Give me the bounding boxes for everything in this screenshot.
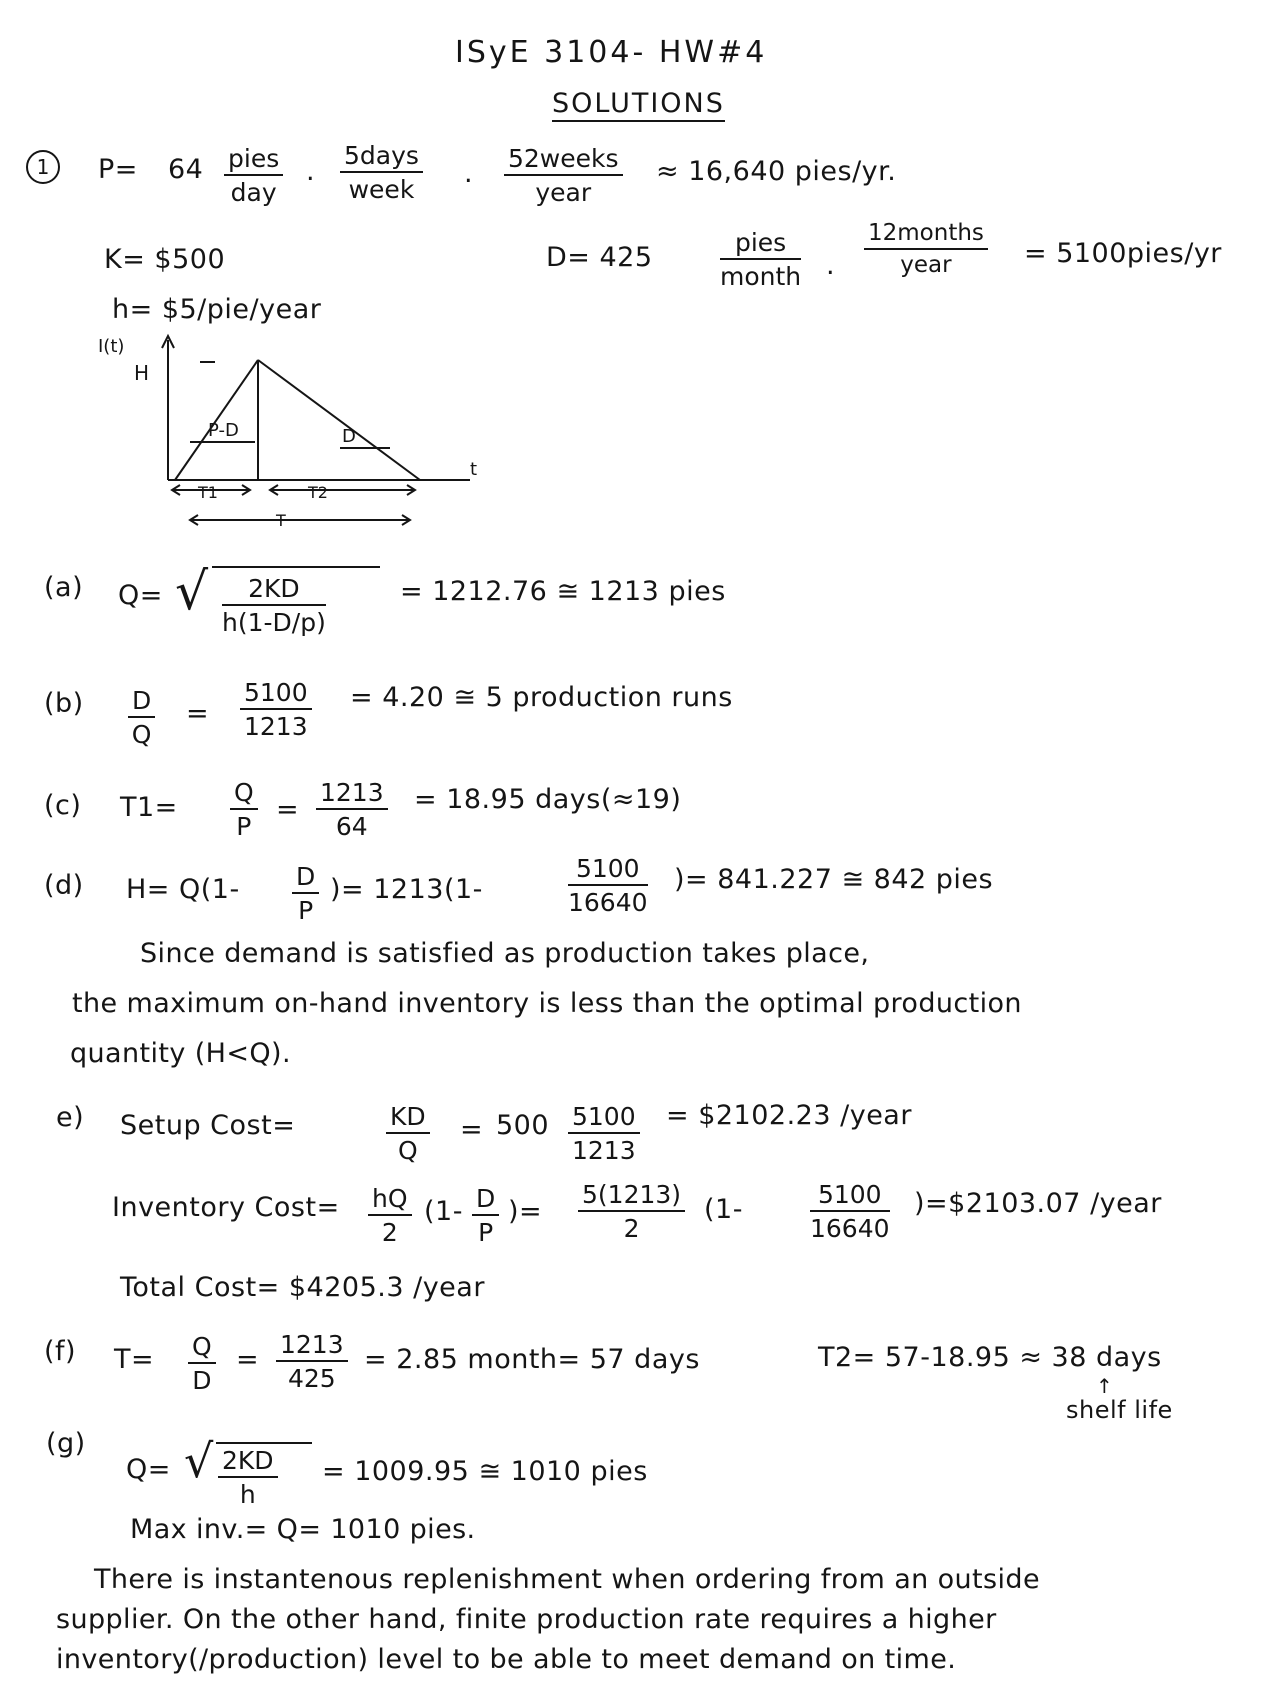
part-f-label: (f) [44, 1336, 77, 1367]
part-b-fraction-1 [128, 688, 155, 747]
total-cost: Total Cost= $4205.3 /year [120, 1272, 485, 1303]
inventory-cost-lhs: Inventory Cost= [112, 1192, 340, 1223]
part-f-t2: T2= 57-18.95 ≈ 38 days [818, 1342, 1162, 1373]
y-axis-label: I(t) [98, 336, 125, 357]
inv-fraction-4 [810, 1182, 890, 1241]
part-a-lhs: Q= [118, 580, 163, 611]
part-d-result: )= 841.227 ≅ 842 pies [674, 864, 994, 895]
setup-mid: 500 [496, 1110, 550, 1141]
part-f-fraction-1 [188, 1334, 216, 1393]
part-c-result: = 18.95 days(≈19) [414, 784, 682, 815]
setup-cost-lhs: Setup Cost= [120, 1110, 296, 1141]
part-g-fraction [218, 1448, 278, 1507]
setup-num-1: KD [386, 1104, 430, 1134]
setup-eq: = [460, 1114, 484, 1145]
part-a-fraction [222, 576, 326, 635]
part-g-text-2: supplier. On the other hand, finite production rate requires a higher [56, 1604, 997, 1635]
inventory-cost-result: )=$2103.07 /year [914, 1188, 1162, 1219]
k-value: K= $500 [104, 244, 226, 275]
inv-num-3: 5(1213) [578, 1182, 685, 1212]
inv-den-2: P [478, 1218, 494, 1247]
t-label: T [276, 511, 286, 530]
inv-mid-1: (1- [424, 1196, 463, 1227]
part-b-num-2: 5100 [240, 680, 312, 710]
inventory-diagram [80, 330, 520, 530]
months-num: 12months [864, 222, 988, 250]
part-g-lhs: Q= [126, 1454, 171, 1485]
weeks-den: year [535, 178, 592, 207]
inv-fraction-3 [578, 1182, 685, 1241]
t1-label: T1 [198, 483, 218, 502]
sqrt-sign-a: √ [175, 562, 209, 622]
part-c-lhs: T1= [120, 792, 178, 823]
part-b-label: (b) [44, 688, 84, 719]
inv-fraction-2 [472, 1186, 499, 1245]
part-f-den-2: 425 [287, 1364, 336, 1393]
p-unit-num: pies [224, 146, 283, 176]
d-unit-den: month [720, 262, 802, 291]
part-e-label: e) [56, 1102, 85, 1133]
t-axis-label: t [470, 459, 478, 480]
h-value: h= $5/pie/year [112, 294, 322, 325]
setup-cost-result: = $2102.23 /year [666, 1100, 912, 1131]
months-den: year [900, 252, 952, 278]
part-d-num-1: D [292, 864, 319, 894]
part-a-num: 2KD [222, 576, 326, 606]
part-d-text-1: Since demand is satisfied as production takes place, [140, 938, 870, 969]
part-b-den-2: 1213 [244, 712, 308, 741]
days-den: week [348, 175, 415, 204]
part-a-den: h(1-D/p) [222, 608, 326, 637]
inv-mid-2: )= [508, 1196, 543, 1227]
inv-den-1: 2 [381, 1218, 398, 1247]
days-num: 5days [340, 143, 423, 173]
inv-fraction-1 [368, 1186, 412, 1245]
part-d-lhs: H= Q(1- [126, 874, 240, 905]
part-d-mid: )= 1213(1- [330, 874, 483, 905]
part-c-fraction-1 [230, 780, 258, 839]
sqrt-bar-a [212, 566, 380, 568]
d-unit-fraction [720, 230, 801, 289]
p-result: ≈ 16,640 pies/yr. [656, 156, 897, 187]
weeks-fraction [504, 146, 623, 205]
part-d-text-3: quantity (H<Q). [70, 1038, 291, 1069]
setup-fraction-2 [568, 1104, 640, 1163]
part-b-eq: = [186, 698, 210, 729]
part-f-fraction-2 [276, 1332, 348, 1391]
inv-num-1: hQ [368, 1186, 412, 1216]
days-fraction [340, 143, 423, 202]
dot-1: . [306, 156, 316, 187]
rate-up-label: P-D [208, 420, 239, 441]
part-f-lhs: T= [114, 1344, 155, 1375]
part-g-max-inventory: Max inv.= Q= 1010 pies. [130, 1514, 476, 1545]
part-c-den-2: 64 [335, 812, 368, 841]
setup-den-1: Q [397, 1136, 418, 1165]
p-value: 64 [168, 154, 204, 185]
part-g-text-1: There is instantenous replenishment when ordering from an outside [94, 1564, 1040, 1595]
part-d-den-2: 16640 [568, 888, 648, 917]
p-lhs: P= [98, 154, 138, 185]
page-title: ISyE 3104- HW#4 [455, 35, 768, 70]
part-g-label: (g) [46, 1428, 86, 1459]
part-a-label: (a) [44, 572, 84, 603]
part-f-eq: = [236, 1344, 260, 1375]
part-f-num-2: 1213 [276, 1332, 348, 1362]
part-d-den-1: P [298, 896, 314, 925]
part-d-fraction-2 [568, 856, 648, 915]
inv-num-2: D [472, 1186, 499, 1216]
part-f-den-1: D [192, 1366, 212, 1395]
problem-number: 1 [26, 150, 60, 184]
part-d-label: (d) [44, 870, 84, 901]
weeks-num: 52weeks [504, 146, 623, 176]
part-b-fraction-2 [240, 680, 312, 739]
t2-label: T2 [308, 483, 328, 502]
up-arrow-icon: ↑ [1096, 1374, 1114, 1398]
part-b-result: = 4.20 ≅ 5 production runs [350, 682, 733, 713]
peak-label: H [134, 361, 150, 385]
part-d-fraction-1 [292, 864, 319, 923]
part-f-num-1: Q [188, 1334, 216, 1364]
part-c-den-1: P [236, 812, 252, 841]
part-d-num-2: 5100 [568, 856, 648, 886]
part-c-eq: = [276, 794, 300, 825]
part-a-result: = 1212.76 ≅ 1213 pies [400, 576, 726, 607]
inv-den-4: 16640 [810, 1214, 890, 1243]
part-g-den: h [239, 1480, 256, 1509]
page-subtitle: SOLUTIONS [552, 90, 725, 122]
p-unit-fraction [224, 146, 283, 205]
part-b-num-1: D [128, 688, 155, 718]
part-d-text-2: the maximum on-hand inventory is less than the optimal production [72, 988, 1022, 1019]
part-c-fraction-2 [316, 780, 388, 839]
dot-3: . [826, 250, 836, 281]
setup-fraction-1 [386, 1104, 430, 1163]
sqrt-bar-g [216, 1442, 312, 1444]
part-c-num-1: Q [230, 780, 258, 810]
d-result: = 5100pies/yr [1024, 238, 1222, 269]
d-unit-num: pies [720, 230, 801, 260]
shelf-life-note: shelf life [1066, 1396, 1173, 1424]
months-fraction [864, 222, 988, 277]
part-g-text-3: inventory(/production) level to be able to meet demand on time. [56, 1644, 957, 1675]
d-lhs: D= 425 [546, 242, 653, 273]
inv-num-4: 5100 [810, 1182, 890, 1212]
part-f-result: = 2.85 month= 57 days [364, 1344, 700, 1375]
rate-down-label: D [342, 426, 356, 447]
part-g-num: 2KD [218, 1448, 278, 1478]
part-b-den-1: Q [131, 720, 152, 749]
setup-den-2: 1213 [572, 1136, 636, 1165]
p-unit-den: day [230, 178, 277, 207]
inv-den-3: 2 [623, 1214, 640, 1243]
setup-num-2: 5100 [568, 1104, 640, 1134]
part-c-label: (c) [44, 790, 82, 821]
part-g-result: = 1009.95 ≅ 1010 pies [322, 1456, 648, 1487]
inv-mid-3: (1- [704, 1194, 743, 1225]
dot-2: . [464, 158, 474, 189]
part-c-num-2: 1213 [316, 780, 388, 810]
sqrt-sign-g: √ [184, 1434, 214, 1488]
